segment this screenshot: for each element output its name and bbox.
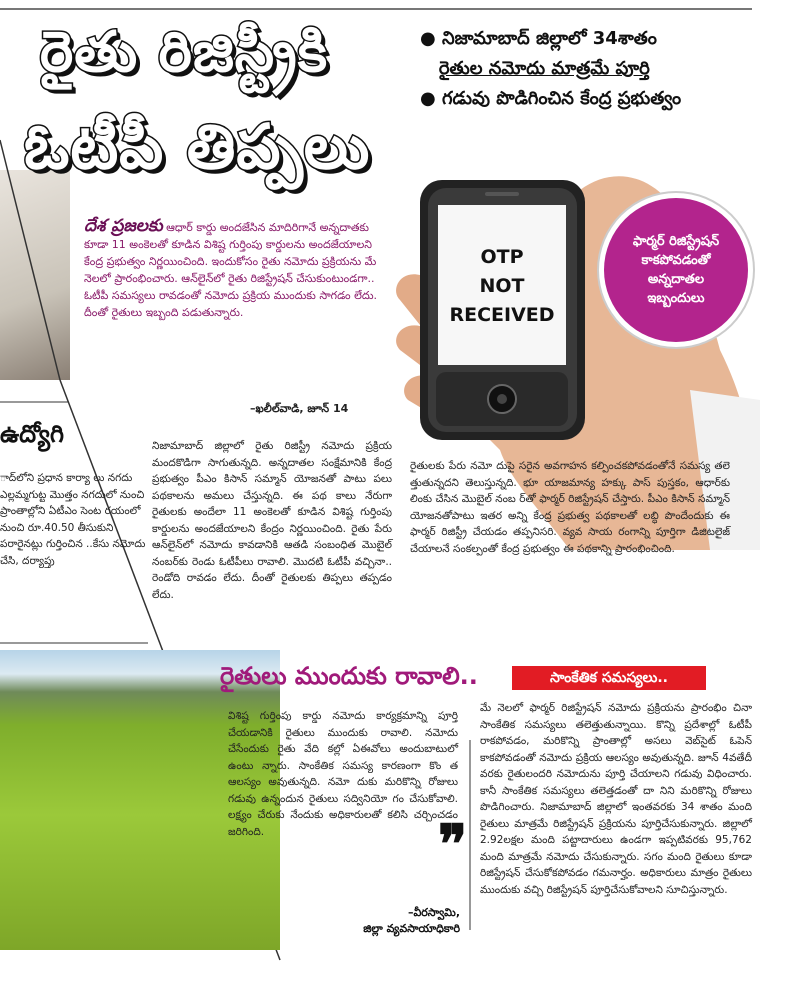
article-column-3: మే నెలలో ఫార్మర్ రిజిస్ట్రేషన్ నమోదు ప్రక్రియను ప్రారంభిం చినా సాంకేతిక సమస్యలు తలెత్తుతున్నాయి. కొన్ని ప్రదేశాల్లో ఓటీపీ రాకపోవడం, మరికొన్ని ప్రాంతాల్లో అసలు వెబ్‌సైట్ ఓపెన్ కాకపోవడంతో నమోదు ప్రక్రియ ఆలస్యం అవుతున్నది. జూన్ 4వతేదీ వరకు రైతులందరి నమోదును పూర్తి చేయాలని గడువు విధించారు. కానీ సాంకేతిక సమస్యలు తలెత్తడంతో దా నిని మరికొన్ని రోజులు పొడిగించారు. నిజామాబాద్ జిల్లాలో ఇంతవరకు 34 శాతం మంది రైతులు మాత్రమే రిజిస్ట్రేషన్ ప్రక్రియను పూర్తిచేసుకున్నారు. జిల్లాలో 2.92లక్షల మంది పట్టాదారులు ఉండగా ఇప్పటివరకు 95,762 మంది మాత్రమే నమోదు చేసుకున్నారు. సగం మంది రైతులు కూడా రిజిస్ట్రేషన్ చేసుకోకపోవడం గమనార్హం. అధికారులు మాత్రం రైతులు ముందుకు వచ్చి రిజిస్ట్రేషన్ పూర్తిచేసుకోవాలని సూచిస్తున్నారు. [480,702,752,896]
byline: –ఖలీల్‌వాడి, జూన్ 14 [250,402,349,415]
intro-paragraph [84,218,384,321]
side-story-text: ాద్‌లోని ప్రధాన కార్యా లు నగదు ఎల్లమ్మగుట్ట మొత్తం నగదులో నుంచి ప్రాంతాల్లోని ఏటీఎం సెంట రయంలో నుంచి రూ.40.50 తీసుకుని పరారైనట్లు గుర్తించిన ..కేసు నమోదు చేసి, దర్యాప్తు [0,472,146,567]
bullet-item: రైతుల నమోదు మాత్రమే పూర్తి [438,58,650,79]
phone-screen-text: OTP NOT RECEIVED [449,246,555,326]
quote-text: విశిష్ట గుర్తింపు కార్డు నమోదు కార్యక్రమాన్ని పూర్తి చేయడానికి రైతులు ముందుకు రావాలి. నమోదు చేసేందుకు రైతు వేది కల్లో ఏఈవోలు అందుబాటులో ఉంటు న్నారు. సాంకేతిక సమస్య కారణంగా కొం త ఆలస్యం అవుతున్నది. నమో దుకు మరికొన్ని రోజులు గడువు ఉన్నందున రైతులు సద్వినియో గం చేసుకోవాలి. లక్ష్యం చేరుకు నేందుకు అధికారులతో కలిసి చర్చించడం జరిగింది. [228,710,458,838]
callout-circle: ఫార్మర్ రిజిస్ట్రేషన్ కాకపోవడంతో అన్నదాతల ఇబ్బందులు [604,198,748,342]
quote-signature: –వీరస్వామి, జిల్లా వ్యవసాయాధికారి [363,906,460,935]
article-column-2: రైతులకు పేరు నమో దుపై సరైన అవగాహన కల్పించకపోవడంతోనే సమస్య తలె త్తుతున్నదని తెలుస్తున్నది. భూ యాజమాన్య హక్కు పాస్ పుస్తకం, ఆధార్‌కు లింకు చేసిన మొబైల్ నంబ ర్‌తో ఫార్మర్ రిజిస్ట్రేషన్ చేస్తారు. పీఎం కిసాన్ సమ్మాన్ యోజనతోపాటు ఇతర అన్ని కేంద్ర ప్రభుత్వ పథకాలతో లబ్ధి పొందేందుకు ఈ ఫార్మర్ రిజిస్ట్రీ చేయడం తప్పనిసరి. వ్యవ సాయ రంగాన్ని పూర్తిగా డిజిటలైజ్ చేయాలనే సంకల్పంతో కేంద్ర ప్రభుత్వం ఈ పథకాన్ని ప్రారంభించింది. [410,460,730,555]
bullet-item: ● నిజామాబాద్ జిల్లాలో 34శాతం [420,28,657,49]
intro-body: ఆధార్ కార్డు అందజేసిన మాదిరిగానే అన్నదాతకు కూడా 11 అంకెలతో కూడిన విశిష్ట గుర్తింపు కార్డులను అందజేయాలని కేంద్ర ప్రభుత్వం నిర్ణయించింది. ఇందుకోసం రైతు నమోదు ప్రక్రియను మే నెలలో ప్రారంభించారు. ఆన్‌లైన్‌లో రైతు రిజిస్ట్రేషన్ చేసుకుంటుండగా.. ఓటీపీ సమస్యలు రావడంతో నమోదు ప్రక్రియ ముందుకు సాగడం లేదు. దీంతో రైతులు ఇబ్బంది పడుతున్నారు. [84,221,377,319]
side-story-heading: ఉద్యోగి [0,420,64,448]
subheading-farmers: రైతులు ముందుకు రావాలి.. [220,662,478,690]
section-tag: సాంకేతిక సమస్యలు.. [512,666,706,690]
bullet-item: ● గడువు పొడిగించిన కేంద్ర ప్రభుత్వం [420,88,682,109]
headline-line2: ఓటీపీ తిప్పలు [24,110,371,183]
article-column-1: నిజామాబాద్ జిల్లాలో రైతు రిజిస్ట్రీ నమోదు ప్రక్రియ మందకొడిగా సాగుతున్నది. అన్నదాతల సంక్షేమానికి కేంద్ర ప్రభుత్వం పీఎం కిసాన్ సమ్మాన్ యోజనతో పాటు పలు పథకాలను అమలు చేస్తున్నది. ఈ పథ కాలు నేరుగా రైతులకు అందేలా 11 అంకెలతో కూడిన విశిష్ట గుర్తింపు కార్డులను అందజేయాలని కేంద్రం నిర్ణయించింది. రైతు పేరు ఆన్‌లైన్‌లో నమోదు కావడానికి ఆతడి సంబంధిత మొబైల్ నంబర్‌కు రెండు ఓటీపీలు రావాలి. మొదటి ఓటీపీ వచ్చినా.. రెండోది రావడం లేదు. దీంతో రైతులకు తిప్పలు తప్పడం లేదు. [152,440,392,601]
headline-line1: రైతు రిజిస్ట్రీకి [40,20,329,85]
quote-mark-icon: ❞ [438,812,468,876]
intro-lead: దేశ ప్రజలకు [84,216,163,236]
